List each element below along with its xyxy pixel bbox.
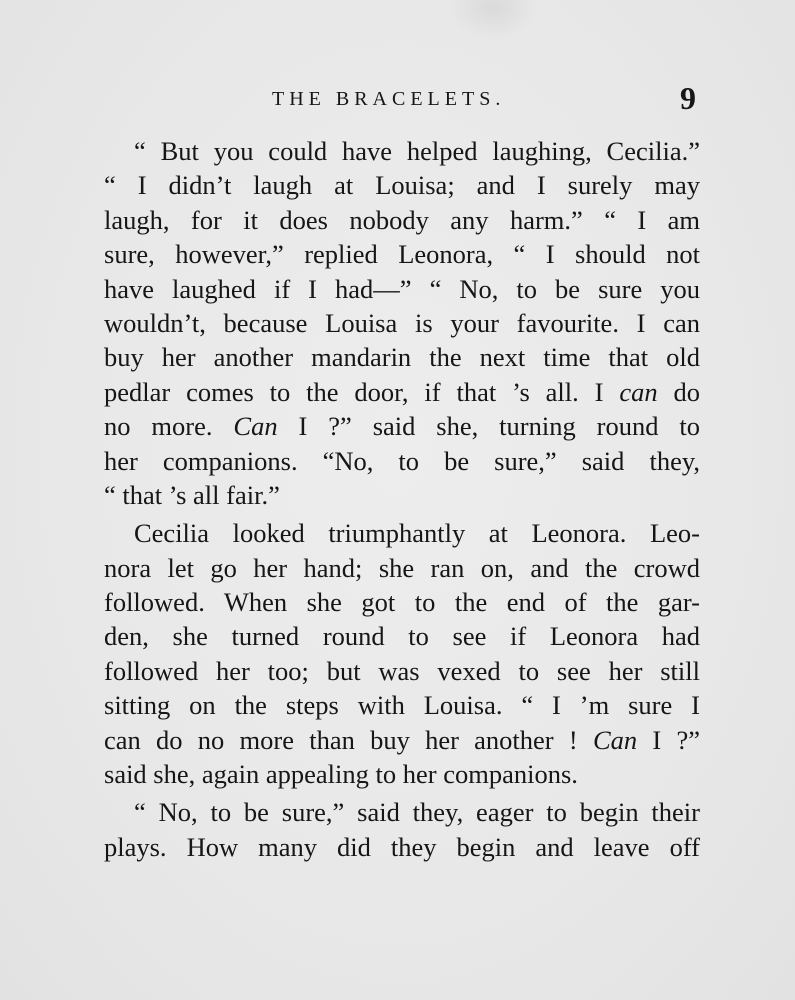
paper-stain <box>448 0 538 40</box>
running-header <box>104 80 700 120</box>
text-line <box>104 723 700 757</box>
text-segment: her companions. “No, to be sure,” said they, <box>104 445 700 476</box>
text-segment: plays. How many did they begin and leave off <box>104 831 700 862</box>
text-segment: sitting on the steps with Louisa. “ I ’m sure I <box>104 690 700 721</box>
text-segment: nora let go her hand; she ran on, and the crowd <box>104 552 700 583</box>
text-segment: no more. <box>104 411 234 442</box>
text-segment: “ But you could have helped laughing, Cecilia.” <box>134 136 700 166</box>
text-line <box>104 478 700 512</box>
page-number: 9 <box>680 80 696 116</box>
text-segment: “ I didn’t laugh at Louisa; and I surely may <box>104 170 700 201</box>
text-segment: followed her too; but was vexed to see her still <box>104 655 700 686</box>
italic-word: Can <box>233 411 278 442</box>
italic-word: Can <box>592 724 638 755</box>
body-text <box>104 134 700 864</box>
text-line <box>104 444 700 478</box>
text-line <box>104 134 700 168</box>
text-segment: said she, again appealing to her companions. <box>104 759 578 790</box>
text-line <box>104 203 700 237</box>
text-line <box>104 757 700 791</box>
text-segment: can do no more than buy her another ! <box>104 724 593 755</box>
text-segment: I ?” said she, turning round to <box>277 411 700 442</box>
text-segment: “ No, to be sure,” said they, eager to begin their <box>134 797 700 828</box>
text-line <box>104 688 700 722</box>
text-segment: do <box>657 376 700 407</box>
text-line <box>104 237 700 271</box>
text-line <box>104 619 700 653</box>
italic-word: can <box>619 376 658 407</box>
text-line <box>104 585 700 619</box>
text-segment: Cecilia looked triumphantly at Leonora. Leo- <box>134 518 700 549</box>
text-segment: buy her another mandarin the next time that old <box>104 342 700 373</box>
text-line <box>104 551 700 585</box>
text-segment: wouldn’t, because Louisa is your favourite. I can <box>104 307 700 338</box>
text-line <box>104 409 700 443</box>
text-segment: laugh, for it does nobody any harm.” “ I am <box>104 204 700 235</box>
text-line <box>104 306 700 340</box>
text-line <box>104 375 700 409</box>
text-segment: followed. When she got to the end of the gar- <box>104 587 700 618</box>
text-segment: have laughed if I had—” “ No, to be sure you <box>104 273 700 304</box>
text-segment: sure, however,” replied Leonora, “ I should not <box>104 239 700 270</box>
text-line <box>104 516 700 550</box>
running-title: THE BRACELETS. <box>272 88 506 110</box>
text-line <box>104 272 700 306</box>
text-segment: den, she turned round to see if Leonora had <box>104 621 700 652</box>
text-line <box>104 654 700 688</box>
text-line <box>104 795 700 829</box>
text-segment: pedlar comes to the door, if that ’s all. I <box>104 376 620 407</box>
text-segment: “ that ’s all fair.” <box>104 479 280 510</box>
text-line <box>104 168 700 202</box>
text-line <box>104 340 700 374</box>
text-line <box>104 830 700 864</box>
text-segment: I ?” <box>637 724 700 755</box>
